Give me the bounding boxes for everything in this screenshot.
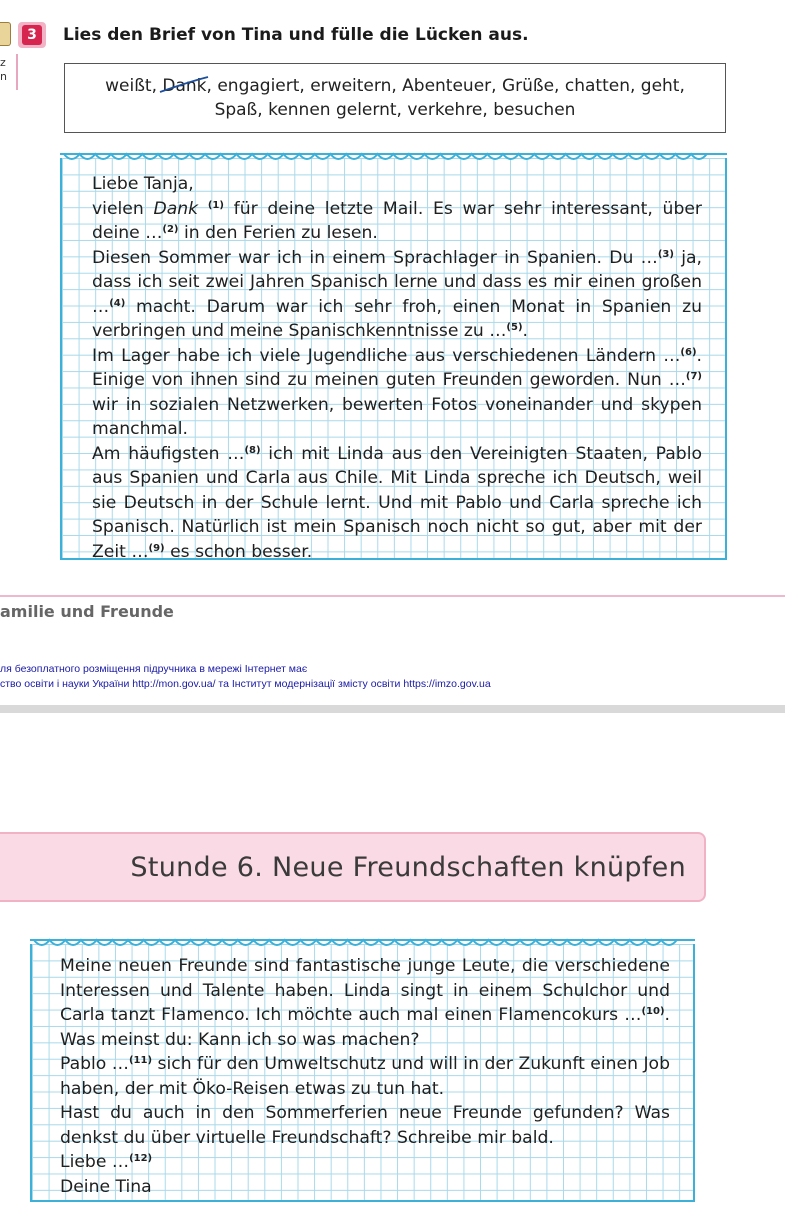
word-bank-box	[64, 63, 726, 133]
strike-through-mark	[158, 76, 210, 96]
letter-part-1	[60, 158, 727, 560]
margin-letter-z: z	[0, 56, 6, 69]
letter-part-2	[30, 944, 695, 1202]
text-span: Pablo …	[60, 1054, 129, 1074]
text-span: Im Lager habe ich viele Jugendliche aus verschiedenen Ländern …	[92, 345, 681, 366]
letter-signature: Deine Tina	[60, 1176, 152, 1197]
text-span: vielen	[92, 198, 154, 219]
scalloped-edge	[30, 936, 695, 948]
gap-number: (1)	[207, 199, 224, 211]
chapter-footer-title: amilie und Freunde	[0, 602, 174, 621]
text-span: Am häufigsten …	[92, 443, 245, 464]
task-title: Lies den Brief von Tina und fülle die Lücken aus.	[63, 25, 529, 45]
text-span: für deine letzte Mail. Es war sehr interessant, über deine …	[92, 198, 703, 243]
text-span: .	[522, 321, 528, 341]
gap-number: (7)	[685, 371, 702, 382]
letter-paragraph-4	[92, 442, 702, 565]
margin-letter-n: n	[0, 70, 7, 83]
letter-paragraph-3	[92, 344, 702, 442]
text-span: ja, dass ich seit zwei Jahren Spanisch lerne und dass es mir einen großen …	[92, 247, 702, 317]
lesson-banner	[0, 832, 706, 902]
letter-paragraph-7: Hast du auch in den Sommerferien neue Freunde gefunden? Was denkst du über virtuelle Freundschaft? Schreibe mir bald.	[60, 1103, 670, 1148]
book-icon	[0, 22, 11, 46]
lesson-title: Stunde 6. Neue Freundschaften knüpfen	[130, 852, 686, 883]
text-span: Meine neuen Freunde sind fantastische junge Leute, die verschiedene Interessen und Talente haben. Linda singt in einem Schulchor und Carla tanzt Flamenco. Ich möchte auch mal einen Flamencokurs …	[60, 956, 670, 1025]
text-span: in den Ferien zu lesen.	[178, 223, 378, 243]
word-bank-struck-word: Dank	[162, 76, 207, 96]
filled-answer: Dank	[153, 198, 199, 219]
letter-paragraph-1	[92, 197, 702, 246]
page-separator-band	[0, 705, 785, 713]
text-span: es schon besser.	[164, 541, 313, 562]
gap-number: (8)	[244, 444, 261, 456]
letter-salutation: Liebe Tanja,	[92, 174, 194, 194]
margin-divider	[16, 54, 18, 90]
gap-number: (9)	[148, 542, 165, 554]
task-number: 3	[22, 25, 42, 45]
margin-fragment	[0, 56, 7, 84]
page-divider	[0, 595, 785, 597]
text-span: macht. Darum war ich sehr froh, einen Monat in Spanien zu verbringen und meine Spanischkenntnisse zu …	[92, 296, 702, 341]
text-span: . Was meinst du: Kann ich so was machen?	[60, 1005, 670, 1050]
text-span: ich mit Linda aus den Vereinigten Staaten, Pablo aus Spanien und Carla aus Chile. Mit Linda spreche ich Deutsch, weil sie Deutsch in der Schule lernt. Und mit Pablo und Carla spreche ich Spanisch. Natürlich ist mein Spanisch noch nicht so gut, aber mit der Zeit …	[92, 443, 702, 562]
gap-number: (12)	[129, 1153, 153, 1164]
gap-number: (4)	[109, 297, 126, 309]
word-bank-rest: , engagiert, erweitern, Abenteuer, Grüße, chatten, geht,	[206, 76, 685, 96]
license-notice-line-2: ство освіти і науки України http://mon.gov.ua/ та Інститут модернізації змісту освіти https://imzo.gov.ua	[0, 678, 491, 690]
text-span: Diesen Sommer war ich in einem Sprachlager in Spanien. Du …	[92, 247, 658, 268]
letter-2-text	[60, 954, 670, 1199]
word-bank-line2: Spaß, kennen gelernt, verkehre, besuchen	[214, 100, 576, 120]
text-span: . Einige von ihnen sind zu meinen guten Freunden geworden. Nun …	[92, 345, 702, 390]
scalloped-edge	[60, 150, 727, 162]
letter-1-text	[92, 172, 702, 564]
struck-word-wrap	[162, 74, 206, 98]
text-span: sich für den Umweltschutz und will in der Zukunft einen Job haben, der mit Öko-Reisen etwas zu tun hat.	[60, 1054, 670, 1099]
word-bank-first: weißt,	[105, 76, 163, 96]
task-number-badge	[18, 22, 46, 48]
gap-number: (3)	[657, 248, 674, 260]
letter-paragraph-2	[92, 246, 702, 344]
gap-number: (10)	[641, 1006, 665, 1017]
license-notice-line-1: ля безоплатного розміщення підручника в мережі Інтернет має	[0, 663, 308, 675]
word-bank-text	[77, 74, 713, 122]
gap-number: (2)	[162, 224, 179, 235]
gap-number: (11)	[128, 1055, 153, 1066]
letter-paragraph-5	[60, 954, 670, 1052]
letter-closing	[60, 1150, 670, 1175]
text-span: Liebe …	[60, 1152, 130, 1172]
letter-paragraph-6	[60, 1052, 670, 1101]
gap-number: (5)	[506, 322, 523, 333]
text-span: wir in sozialen Netzwerken, bewerten Fotos voneinander und skypen manchmal.	[92, 394, 702, 439]
gap-number: (6)	[680, 346, 697, 358]
